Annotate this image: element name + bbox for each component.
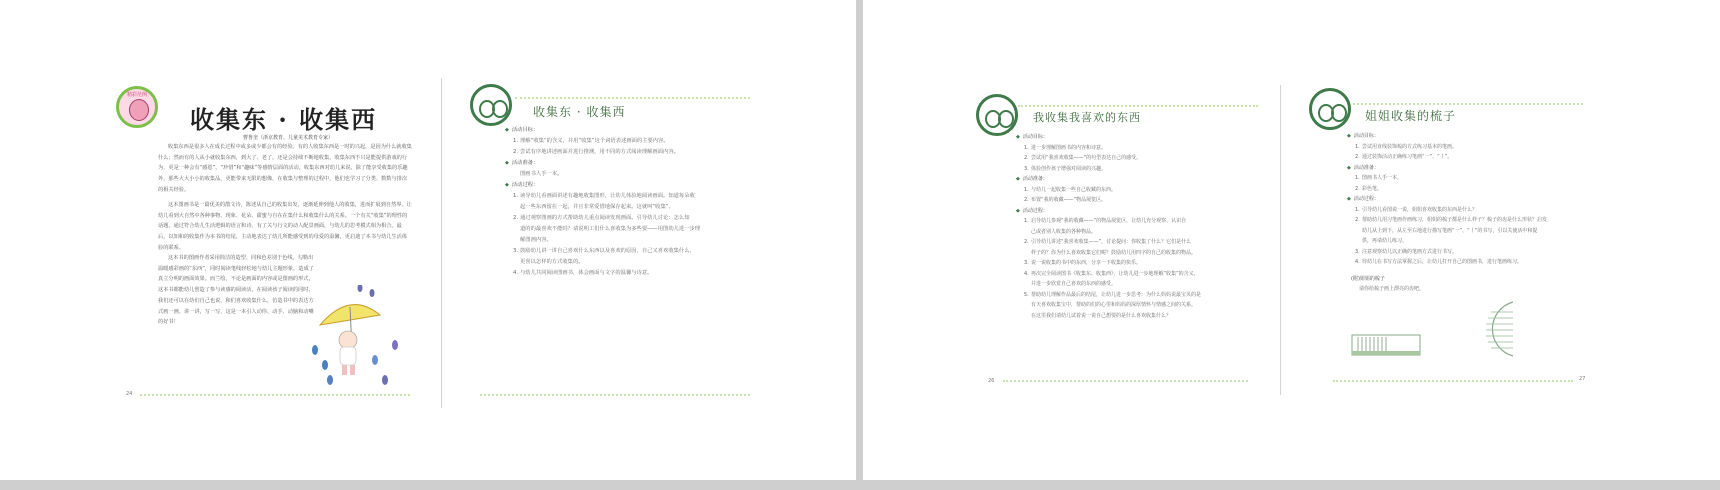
- page-number-left: 24: [126, 391, 133, 397]
- lesson-badge: [470, 84, 512, 126]
- child-face-icon-2: [492, 100, 508, 118]
- list-item: 样子的？你为什么喜欢收集它们呢？鼓励幼儿用四字的自己的收集的物品。: [1031, 249, 1197, 256]
- section-head: ◆ 活动过程：: [505, 180, 700, 191]
- lesson-badge: [976, 94, 1018, 136]
- list-item: 2. 彩色笔。: [1355, 185, 1383, 192]
- author-line: 曹鲁奎（浙京教育、儿童美术教育专家）: [243, 135, 334, 141]
- list-item: 1. 理解“收集”的含义，并用“收集”这个词语表述画面的主要内容。: [513, 138, 669, 144]
- practice-title: (附)姐姐的梳子: [1351, 276, 1385, 282]
- list-item: 2. 布置“我的收藏——”物品展览区。: [1024, 197, 1107, 203]
- bottom-divider-right: [1333, 380, 1573, 382]
- bottom-divider-left: [140, 394, 410, 396]
- list-item: 2. 通过观察图画的方式帮助幼儿重点阅读发现画面。引导幼儿讨论：怎么知: [513, 215, 690, 221]
- list-item: 2. 帮助幼儿用习笔画作画练习，姐姐的梳子都是什么样子？梳子的齿是什么形状？启发: [1355, 217, 1548, 223]
- list-item: 3. 体验创作孩子增强对阅读的兴趣。: [1024, 165, 1107, 172]
- top-divider: [1018, 105, 1258, 107]
- lesson-badge: [1309, 88, 1351, 130]
- badge-label: 精彩范例: [126, 92, 147, 98]
- practice-note: [1351, 274, 1424, 294]
- spine-line: [1280, 85, 1281, 395]
- list-item: 并进一步欣赏自己喜欢的东西的感受。: [1031, 281, 1117, 287]
- list-item: 有天喜欢收集宝中，帮助的们的心里和妈妈的深厚情怀与情感之间的关系。: [1031, 302, 1197, 308]
- section-head: ◆ 活动准备：: [1016, 174, 1201, 185]
- bottom-divider-right: [480, 394, 750, 396]
- article-body-2: [158, 200, 412, 254]
- bottom-divider-left: [1003, 380, 1248, 382]
- page-number-26: 26: [988, 378, 995, 384]
- lesson-plan-list: [1016, 132, 1201, 321]
- paragraph-3: 这本书的图画作者采用简洁的造型、同和色差别于色线，勾勒出温暖感彩画的“东西”，同时阅读笔线轻松地与幼儿主题形象，造成了真立分明的画面效果。而兰绘，不论是画面的内容或是图画的形式，这本书都能幼儿创造了参与读感的阅读活，在阅读孩子阅读的同时，我们还可以在幼们自己也说，和们喜欢收集什么，仿造书中的表达方式画一画、讲一讲，写一写，这是一本引人动你、动手、动脑和动嘴的好书！: [158, 255, 314, 326]
- paragraph-1: 收集东西是很多人在成长过程中或多或少都会有的经验。有的人收集东西是一时的兴起，是因为什么就收集什么；然而有的人从小就收集东西，到大了、老了，还是会持续不断地收集。收集东西不只是能提供游戏的行为，更是一种会有“感恩”、“珍惜”和“趣味”等感情层面的活动。收集东西对幼儿来说，除了能享受收集的乐趣外，那些大大小小的收集品，更能带来无限的想像，在收集与整理的过程中，他们也学习了分类、数数与排次的相关经验。: [158, 144, 412, 193]
- section-head: ◆ 活动目标：: [505, 125, 700, 136]
- list-item: 2. 尝试用“我喜欢收集——”的句型表达自己的感受。: [1024, 155, 1142, 161]
- list-item: 供，再请幼儿练习。: [1362, 238, 1408, 244]
- picture-book-badge: [116, 86, 158, 128]
- list-item: 起一些东西留在一起，并且非常爱惜地保存起来。这就叫“收集”。: [520, 204, 674, 210]
- list-item: 1. 进一步理解图画书的内容和诗意。: [1024, 144, 1107, 151]
- list-item: 2. 引导幼儿讲述“我喜欢收集——”，讨论提问：你收集了什么？它们是什么: [1024, 239, 1192, 245]
- section-head: ◆ 活动准备：: [505, 158, 700, 169]
- list-item: 2. 尝试有序地讲述画面并进行推测，用不同的方式阅读理解画面内容。: [513, 149, 679, 155]
- list-item: 幼儿从上到下，从左至右地进行描写笔画“一”、“丨”的书写，引以关使活中和提: [1362, 227, 1538, 234]
- lesson-plan-list: [505, 125, 700, 279]
- child-face-icon-2: [1331, 104, 1347, 122]
- slide-right: [863, 0, 1720, 480]
- section-head: ◆ 活动目标：: [1016, 132, 1201, 143]
- lesson-title-comb: 姐姐收集的梳子: [1365, 109, 1457, 123]
- list-item: 解图画内容。: [520, 237, 552, 243]
- list-item: 1. 引导幼儿看图说一说，姐姐喜欢收集的东西是什么？: [1355, 206, 1478, 213]
- lesson-title: 收集东 · 收集西: [533, 105, 626, 119]
- paragraph-2: 这本图画书是一篇优美的散文诗，陈述从自己的收集出发，逐渐延伸到他人的收集，进而扩展到自然界。让幼儿看到大自然中各种事物、现象、花朵、甜蜜与自在在集什么和收集什么的关系。一个有关“收集”的理性的话题，通过符合幼儿生活逻辑的语言和诗、有了关与行文的动人配景画面，与幼儿的思考模式相为相合。最后，以知和的收集作为本书的结尾，主动地表达了幼儿所能感受到的母爱的温馨，更启迪了本书与幼儿生活体验的联系。: [158, 202, 412, 251]
- list-item: 4. 待幼儿在书写方法掌握之后，让幼儿打开自己的图画书，进行笔画练习。: [1355, 259, 1523, 265]
- section-head: ◆ 活动准备：: [1347, 163, 1547, 174]
- list-item: 1. 图画书人手一本。: [1355, 175, 1403, 181]
- list-item: 己或者别人收集的各种物品。: [1031, 228, 1097, 235]
- slide-left: [0, 0, 856, 480]
- section-prep: [505, 158, 700, 180]
- page-number-27: 27: [1579, 376, 1586, 382]
- lesson-title-collect: 我收集我喜欢的东西: [1033, 111, 1141, 124]
- list-item: 1. 启导幼儿参观“我的收藏——”的物品展览区，让幼儿充分观察、认识自: [1024, 218, 1187, 224]
- list-item: 3. 鼓励幼儿讲一讲自己喜欢什么东西以及喜欢的原因，自己又喜欢收集什么，: [513, 248, 695, 254]
- list-item: 在这里我们请幼儿试着说一说自己想要的是什么喜欢收集什么？: [1031, 312, 1172, 319]
- section-head: ◆ 活动过程：: [1347, 194, 1547, 205]
- article-body-3: [158, 253, 318, 328]
- list-item: 1. 尝试用直线装饰梳的方式练习基本的笔画。: [1355, 143, 1458, 150]
- top-divider: [515, 97, 750, 99]
- list-item: 1. 读导幼儿看画面讲述有趣地收集图形，让幼儿体验地阅读画面。知道每朵收: [513, 193, 695, 199]
- section-head: ◆ 活动目标：: [1347, 131, 1547, 142]
- page-title-left: 收集东 · 收集西: [190, 105, 378, 134]
- section-goals: [505, 125, 700, 158]
- practice-hint: 请你给梳子画上漂亮的齿吧。: [1359, 286, 1425, 292]
- child-face-icon-2: [998, 110, 1014, 128]
- list-item: 3. 说一说收集的书中的东西，分享一下收集的快乐。: [1024, 260, 1142, 266]
- girl-face-icon: [129, 99, 149, 121]
- list-item: 道的的最喜欢不能吗？请说明工们什么喜收集为多些要——用图幼儿进一步理: [520, 226, 701, 232]
- list-item: 4. 与幼儿共同阅读图画书，体会画面与文字的温馨与诗意。: [513, 270, 653, 276]
- top-divider: [1353, 103, 1583, 105]
- list-item: 1. 与幼儿一起收集一些自己收藏的东西。: [1024, 186, 1117, 193]
- list-item: 5. 帮助幼儿理解作品最后的结尾，让幼儿进一步思考：为什么妈妈说最宝贝的是: [1024, 291, 1202, 298]
- lesson-plan-list: [1347, 131, 1547, 268]
- list-item: 2. 通过装饰活动正确练习笔画“一”、“丨”。: [1355, 154, 1453, 160]
- list-item: 图画书人手一本。: [520, 171, 563, 177]
- child-umbrella-illustration: [300, 285, 420, 395]
- list-item: 4. 再次完全阅读图书《收集东、收集西》，让幼儿进一步地理解“收集”的含义，: [1024, 270, 1199, 277]
- comb-illustration-round: [1479, 300, 1517, 358]
- comb-illustration-flat: [1350, 333, 1425, 359]
- list-item: 3. 注意观察幼儿以正确的笔画方式进行书写。: [1355, 248, 1458, 255]
- list-item: 更喜以怎样的方式收集的。: [520, 259, 584, 265]
- section-process: [505, 180, 700, 279]
- section-head: ◆ 活动过程：: [1016, 206, 1201, 217]
- spine-line: [441, 78, 442, 408]
- article-body: [158, 142, 412, 196]
